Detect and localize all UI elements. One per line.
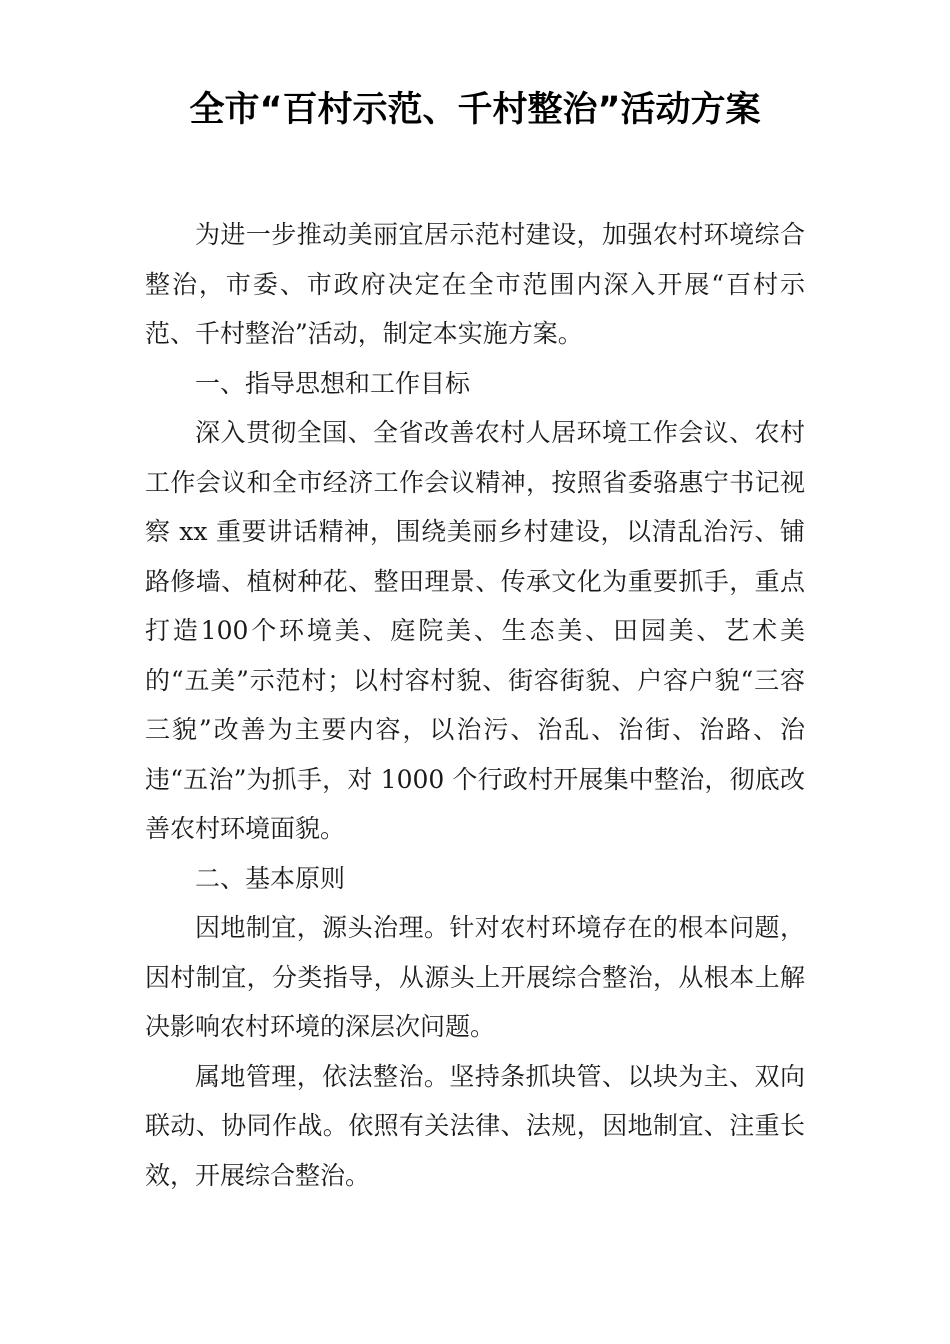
section-heading-basic-principles: 二、基本原则 <box>195 863 346 893</box>
principle-paragraph-local-conditions: 因地制宜，源头治理。针对农村环境存在的根本问题，因村制宜，分类指导，从源头上开展综合整治，从根本上解决影响农村环境的深层次问题。 <box>145 913 805 1041</box>
section-heading-guiding-ideology: 一、指导思想和工作目标 <box>195 368 471 398</box>
document-body <box>145 210 805 1200</box>
guiding-ideology-paragraph: 深入贯彻全国、全省改善农村人居环境工作会议、农村工作会议和全市经济工作会议精神，按照省委骆惠宁书记视察 xx 重要讲话精神，围绕美丽乡村建设，以清乱治污、铺路修墙、植树种花、整田理景、传承文化为重要抓手，重点打造100个环境美、庭院美、生态美、田园美、艺术美的“五美”示范村；以村容村貌、街容街貌、户容户貌“三容三貌”改善为主要内容，以治污、治乱、治街、治路、治违“五治”为抓手，对 1000 个行政村开展集中整治，彻底改善农村环境面貌。 <box>145 418 805 843</box>
document-title: 全市“百村示范、千村整治”活动方案 <box>189 90 761 130</box>
principle-paragraph-territorial-management: 属地管理，依法整治。坚持条抓块管、以块为主、双向联动、协同作战。依照有关法律、法规，因地制宜、注重长效，开展综合整治。 <box>145 1061 805 1190</box>
intro-paragraph: 为进一步推动美丽宜居示范村建设，加强农村环境综合整治，市委、市政府决定在全市范围内深入开展“百村示范、千村整治”活动，制定本实施方案。 <box>145 220 805 348</box>
